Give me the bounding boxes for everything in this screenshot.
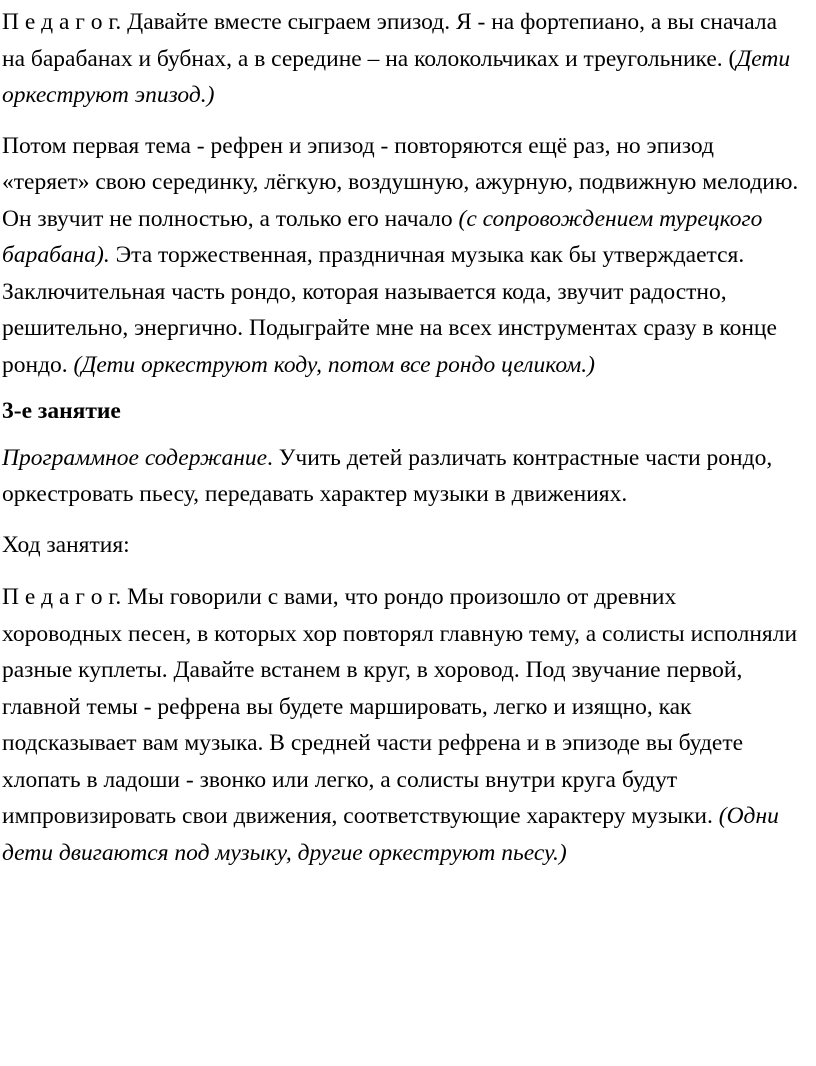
program-content-label: Программное содержание bbox=[2, 444, 268, 471]
paragraph-text: Эта торжественная, праздничная музыка как бы утверждается. Заключительная часть рондо, которая называется кода, звучит радостно, решительно, энергично. Подыграйте мне на всех инструментах сразу в конце рондо. bbox=[2, 242, 777, 378]
stage-direction: (Одни дети двигаются под музыку, другие оркеструют пьесу.) bbox=[2, 803, 779, 866]
paragraph-text: Потом первая тема - рефрен и эпизод - повторяются ещё раз, но эпизод «теряет» свою серединку, лёгкую, воздушную, ажурную, подвижную мелодию. Он звучит не полностью, а только его начало bbox=[2, 132, 799, 232]
speaker-label: П е д а г о г. bbox=[2, 584, 122, 610]
paragraph-1 bbox=[2, 4, 802, 114]
paragraph-2 bbox=[2, 128, 802, 384]
paragraph-text: . Учить детей различать контрастные части рондо, оркестровать пьесу, передавать характер музыки в движениях. bbox=[2, 444, 773, 507]
paragraph-text: Мы говорили с вами, что рондо произошло от древних хороводных песен, в которых хор повторял главную тему, а солисты исполняли разные куплеты. Давайте встанем в круг, в хоровод. Под звучание первой, главной темы - рефрена вы будете маршировать, легко и изящно, как подсказывает вам музыка. В средней части рефрена и в эпизоде вы будете хлопать в ладоши - звонко или легко, а солисты внутри круга будут импровизировать свои движения, соответствующие характеру музыки. bbox=[2, 584, 798, 829]
paragraph-4: Ход занятия: bbox=[2, 531, 130, 558]
paragraph-3 bbox=[2, 440, 782, 513]
stage-direction: (с сопровождением турецкого барабана). bbox=[2, 205, 763, 268]
paragraph-5 bbox=[2, 579, 802, 871]
stage-direction: (Дети оркеструют коду, потом все рондо целиком.) bbox=[73, 351, 595, 378]
section-heading: 3-е занятие bbox=[2, 398, 121, 424]
paragraph-text: Давайте вместе сыграем эпизод. Я - на фортепиано, а вы сначала на барабанах и бубнах, а в середине – на колокольчиках и треугольнике. ( bbox=[2, 9, 778, 72]
stage-direction: Дети оркеструют эпизод.) bbox=[2, 45, 791, 108]
speaker-label: П е д а г о г. bbox=[2, 9, 122, 35]
